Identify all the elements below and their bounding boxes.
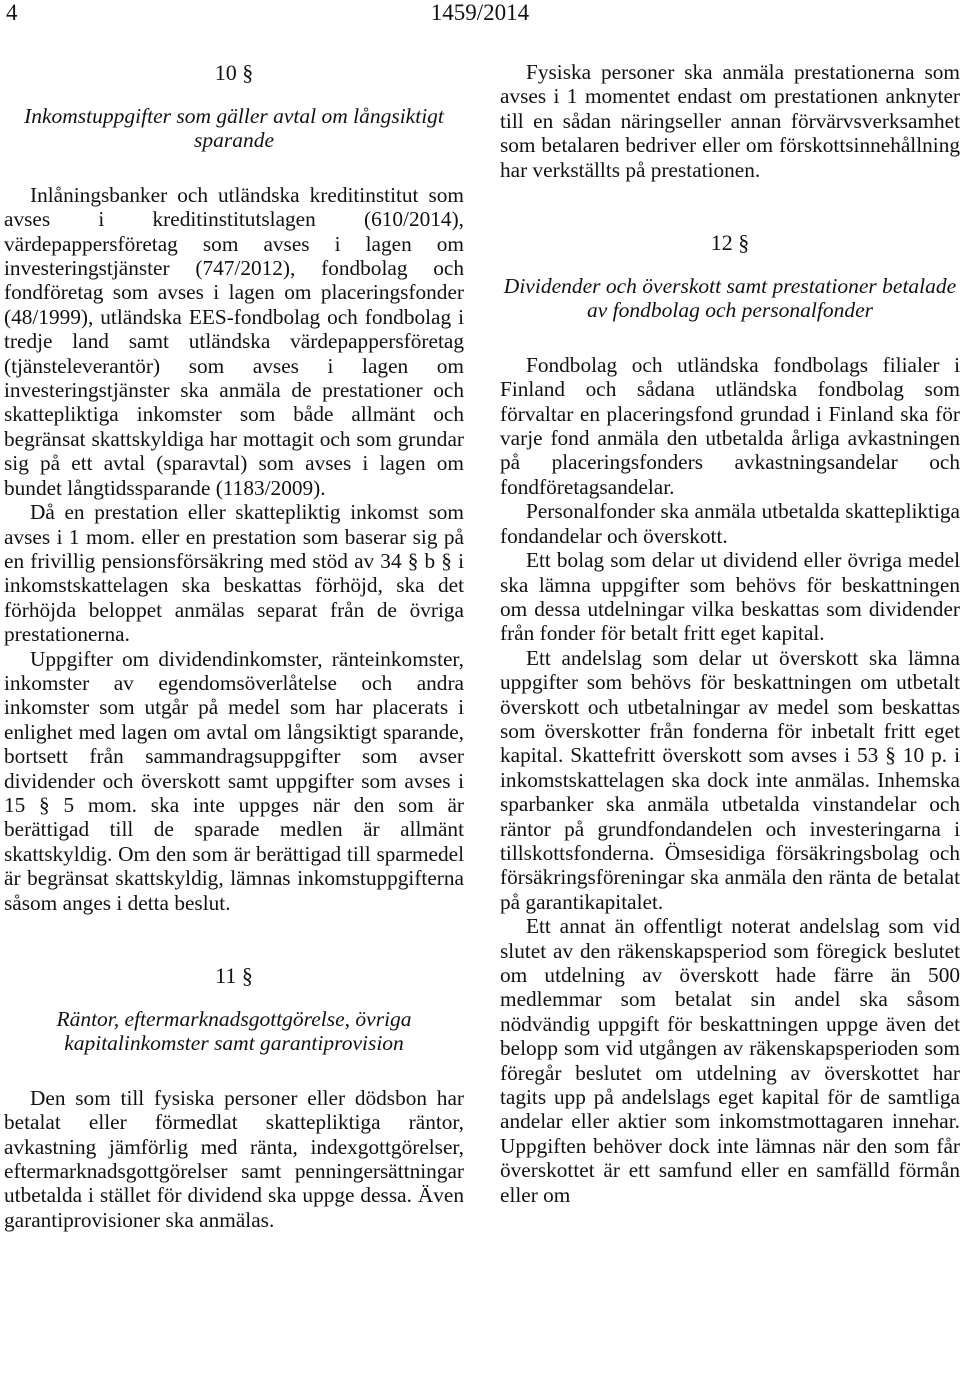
section-10-title: Inkomstuppgifter som gäller avtal om långsiktigt sparande: [24, 104, 444, 153]
section-12-title: Dividender och överskott samt prestationer betalade av fondbolag och personalfonder: [503, 274, 957, 323]
right-column: [500, 60, 960, 1207]
continuation-paragraph: Fysiska personer ska anmäla prestationerna som avses i 1 momentet endast om prestationen anknyter till en sådan näringseller annan förvärvsverksamhet som betalaren bedriver eller om förskottsinnehållning har verkställts på prestationen.: [500, 60, 960, 182]
section-10-number: 10 §: [214, 60, 254, 85]
section-12-paragraph-3: Ett bolag som delar ut dividend eller övriga medel ska lämna uppgifter som behövs för beskattningen om dessa utdelningar vilka beskattas som dividender från fonder för betalt fritt eget kapital.: [500, 548, 960, 646]
section-12-number: 12 §: [710, 230, 750, 256]
page-header: [0, 0, 960, 30]
document-number: 1459/2014: [430, 0, 530, 25]
page-number: 4: [6, 0, 18, 25]
section-12-paragraph-5: Ett annat än offentligt noterat andelslag som vid slutet av den räkenskapsperiod som föregick beslutet om utdelning av överskott hade färre än 500 medlemmar som betalat sin andel ska såsom nödvändig uppgift för beskattningen uppge även det belopp som vid utgången av räkenskapsperioden som föregår beslutet om utdelning av överskottet har tagits upp på andelslags eget kapital för de samtliga andelar eller aktier som inkomstmottagaren innehar. Uppgiften behöver dock inte lämnas när den som får överskottet är ett samfund eller en samfälld förmån eller om: [500, 914, 960, 1207]
section-10-paragraph-3: Uppgifter om dividendinkomster, ränteinkomster, inkomster av egendomsöverlåtelse och andra inkomster som utgår på medel som har placerats i enlighet med lagen om avtal om långsiktigt sparande, bortsett från sammandragsuppgifter som avser dividender och överskott samt uppgifter som avses i 15 § 5 mom. ska inte uppges när den som är berättigad till de sparade medlen är allmänt skattskyldig. Om den som är berättigad till sparmedel är begränsat skattskyldig, lämnas inkomstuppgifterna såsom anges i detta beslut.: [4, 646, 464, 915]
section-11-title: Räntor, eftermarknadsgottgörelse, övriga kapitalinkomster samt garantiprovision: [56, 1007, 412, 1056]
section-12-paragraph-2: Personalfonder ska anmäla utbetalda skattepliktiga fondandelar och överskott.: [500, 499, 960, 548]
section-12-paragraph-4: Ett andelslag som delar ut överskott ska lämna uppgifter som behövs för beskattningen om utbetalt överskott och utbetalningar av medel som beskattas som överskotter från fonderna för inbetalt fritt eget kapital. Skattefritt överskott som avses i 53 § 10 p. i inkomstskattelagen ska dock inte anmälas. Inhemska sparbanker ska anmäla utbetalda vinstandelar och räntor på grundfondandelen och investeringarna i tillskottsfonderna. Ömsesidiga försäkringsbolag och försäkringsföreningar ska anmäla den ränta de betalat på garantikapitalet.: [500, 645, 960, 914]
section-12-paragraph-1: Fondbolag och utländska fondbolags filialer i Finland och sådana utländska fondbolag som förvaltar en placeringsfond grundad i Finland ska för varje fond anmäla den utbetalda årliga avkastningen på placeringsfonders avkastningsandelar och fondföretagsandelar.: [500, 352, 960, 499]
left-column: [4, 60, 464, 1232]
section-10-paragraph-2: Då en prestation eller skattepliktig inkomst som avses i 1 mom. eller en prestation som baserar sig på en frivillig pensionsförsäkring med stöd av 34 § b § i inkomstskattelagen ska beskattas förhöjd, ska det förhöjda beloppet anmälas separat från de övriga prestationerna.: [4, 500, 464, 647]
section-10-paragraph-1: Inlåningsbanker och utländska kreditinstitut som avses i kreditinstitutslagen (610/2014), värdepappersföretag som avses i lagen om investeringstjänster (747/2012), fondbolag och fondföretag som avses i lagen om placeringsfonder (48/1999), utländska EES-fondbolag och fondbolag i tredje land samt utländska värdepappersföretag (tjänsteleverantör) som avses i lagen om investeringstjänster ska anmäla de prestationer och skattepliktiga inkomster som både allmänt och begränsat skattskyldiga har mottagit och som grundar sig på ett avtal (sparavtal) som avses i lagen om bundet långtidssparande (1183/2009).: [4, 182, 464, 500]
section-11-paragraph-1: Den som till fysiska personer eller dödsbon har betalat eller förmedlat skattepliktiga räntor, avkastning jämförlig med ränta, indexgottgörelser, eftermarknadsgottgörelser samt penningersättningar utbetalda i stället för dividend ska uppge dessa. Även garantiprovisioner ska anmälas.: [4, 1085, 464, 1232]
section-11-number: 11 §: [215, 963, 253, 988]
